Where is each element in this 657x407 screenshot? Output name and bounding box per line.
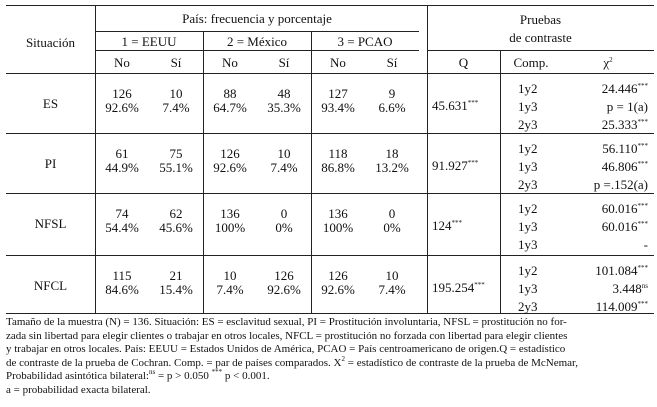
percent-cell: 93.4% (321, 100, 355, 115)
chi-significance: *** (637, 118, 648, 126)
chi-number: 114.009 (595, 299, 638, 314)
chi-number: p = 1(a) (606, 99, 648, 114)
chi-number: 46.806 (601, 159, 638, 174)
percent-cell: 54.4% (105, 220, 139, 235)
header-no-1: No (114, 55, 130, 70)
subheader-rule-country-names (95, 50, 419, 51)
comparison-pair: 1y2 (518, 201, 538, 216)
count-cell: 0 (280, 206, 288, 221)
count-cell: 118 (328, 146, 348, 161)
count-cell: 18 (385, 146, 399, 161)
percent-cell: 92.6% (213, 160, 247, 175)
situation-label: ES (42, 96, 59, 111)
percent-cell: 6.6% (378, 100, 406, 115)
q-significance: *** (474, 281, 485, 289)
header-si-1: Sí (170, 55, 182, 70)
chi-value (562, 219, 648, 234)
q-value (432, 218, 462, 233)
q-number: 91.927 (432, 158, 468, 173)
percent-cell: 100% (214, 220, 246, 235)
comparison-pair: 1y2 (518, 81, 538, 96)
chi-number: 3.448 (612, 281, 642, 296)
note-line-2: zada sin libertad para elegir clientes o trabajar en otros locales, NFCL = prostitución no forzada con libertad para elegir clientes (6, 329, 568, 342)
percent-cell: 0% (275, 220, 293, 235)
chi-significance: *** (637, 82, 648, 90)
subheader-rule-tests (427, 50, 654, 51)
q-number: 124 (432, 218, 452, 233)
chi-number: 25.333 (601, 117, 638, 132)
row-rule-3 (6, 255, 654, 256)
note-line-5: Probabilidad asintótica bilateral:$^{ns}$ = p > 0.050 *** p < 0.001. (6, 368, 270, 382)
percent-cell: 64.7% (213, 100, 247, 115)
comparison-pair: 1y3 (518, 281, 538, 296)
header-country-group: País: frecuencia y porcentaje (182, 11, 332, 26)
q-value (432, 98, 478, 113)
percent-cell: 0% (383, 220, 401, 235)
count-cell: 126 (274, 268, 294, 283)
chi-value (562, 159, 648, 174)
bottom-rule (6, 313, 654, 314)
header-country-mexico: 2 = México (226, 34, 288, 49)
table-footnote (6, 316, 654, 397)
header-si-2: Sí (278, 55, 290, 70)
chi-significance: ns (641, 282, 648, 290)
q-significance: *** (467, 159, 479, 167)
chi-superscript: 2 (609, 56, 613, 64)
chi-number: - (643, 237, 648, 252)
comparison-pair: 1y3 (518, 99, 538, 114)
comparison-pair: 2y3 (518, 117, 538, 132)
q-value (432, 280, 485, 295)
header-tests-line2: de contraste (509, 30, 572, 45)
row-rule-2 (6, 193, 654, 194)
percent-cell: 13.2% (375, 160, 409, 175)
chi-number: 56.110 (602, 141, 638, 156)
vrule-q (500, 50, 501, 313)
percent-cell: 100% (322, 220, 354, 235)
percent-cell: 92.6% (105, 100, 139, 115)
q-significance: *** (467, 99, 479, 107)
percent-cell: 55.1% (159, 160, 193, 175)
note-line-4: de contraste de la prueba de Cochran. Comp. = par de países comparados. $X^2$ = estadístico de contraste de la prueba de McNemar, (6, 354, 578, 369)
count-cell: 126 (220, 146, 240, 161)
count-cell: 62 (169, 206, 183, 221)
count-cell: 10 (277, 146, 291, 161)
chi-symbol: χ (603, 55, 610, 70)
chi-significance: *** (637, 202, 648, 210)
comparison-pair: 2y3 (518, 177, 538, 192)
count-cell: 10 (385, 268, 399, 283)
count-cell: 9 (388, 86, 396, 101)
q-significance: *** (451, 219, 462, 227)
chi-number: 60.016 (601, 201, 638, 216)
q-value (432, 158, 478, 173)
header-situacion: Situación (25, 35, 76, 50)
header-q: Q (458, 55, 469, 70)
percent-cell: 45.6% (159, 220, 193, 235)
header-si-3: Sí (386, 55, 398, 70)
note-line-6: a = probabilidad exacta bilateral. (6, 383, 151, 396)
note-line-3: y trabajar en otros locales. País: EEUU = Estados Unidos de América, PCAO = País centroamericano de origen.Q = estadístico (6, 343, 566, 355)
count-cell: 136 (220, 206, 240, 221)
percent-cell: 7.4% (216, 282, 244, 297)
percent-cell: 84.6% (105, 282, 139, 297)
header-no-3: No (330, 55, 346, 70)
note-line-1: Tamaño de la muestra (N) = 136. Situación: ES = esclavitud sexual, PI = Prostitución involuntaria, NFSL = prostitución no for- (6, 316, 567, 328)
situation-label: NFSL (34, 216, 67, 231)
count-cell: 10 (223, 268, 237, 283)
row-rule-1 (6, 133, 654, 134)
comparison-pair: 1y2 (518, 263, 538, 278)
count-cell: 10 (169, 86, 183, 101)
count-cell: 75 (169, 146, 183, 161)
count-cell: 21 (169, 268, 183, 283)
percent-cell: 7.4% (270, 160, 298, 175)
header-country-eeuu: 1 = EEUU (121, 34, 177, 49)
count-cell: 115 (112, 268, 132, 283)
vrule-tests (427, 5, 428, 313)
comparison-pair: 2y3 (518, 299, 538, 314)
count-cell: 88 (223, 86, 237, 101)
count-cell: 127 (328, 86, 348, 101)
chi-significance: *** (637, 142, 648, 150)
chi-significance: *** (637, 220, 648, 228)
header-comp: Comp. (513, 55, 549, 70)
count-cell: 136 (328, 206, 348, 221)
situation-label: NFCL (33, 278, 68, 293)
header-tests-line1: Pruebas (519, 12, 562, 27)
chi-value (562, 263, 648, 278)
chi-significance: *** (637, 300, 648, 308)
chi-number: 24.446 (601, 81, 638, 96)
count-cell: 48 (277, 86, 291, 101)
count-cell: 126 (112, 86, 132, 101)
chi-value (562, 299, 648, 314)
comparison-pair: 1y3 (518, 219, 538, 234)
chi-value (562, 141, 648, 156)
q-number: 45.631 (432, 98, 468, 113)
count-cell: 74 (115, 206, 129, 221)
situation-label: PI (44, 156, 57, 171)
header-no-2: No (222, 55, 238, 70)
chi-value (562, 81, 648, 96)
percent-cell: 92.6% (267, 282, 301, 297)
comparison-pair: 1y3 (518, 159, 538, 174)
subheader-rule-countries (95, 31, 419, 32)
header-chi-square (562, 55, 654, 70)
chi-number: 101.084 (595, 263, 638, 278)
chi-value (562, 99, 648, 114)
chi-value (562, 237, 648, 252)
chi-value (562, 117, 648, 132)
top-rule (6, 5, 654, 6)
percent-cell: 15.4% (159, 282, 193, 297)
chi-significance: *** (637, 160, 648, 168)
percent-cell: 44.9% (105, 160, 139, 175)
header-bottom-rule (6, 73, 654, 74)
percent-cell: 35.3% (267, 100, 301, 115)
count-cell: 61 (115, 146, 129, 161)
chi-value (562, 201, 648, 216)
percent-cell: 7.4% (378, 282, 406, 297)
q-number: 195.254 (432, 280, 475, 295)
chi-value (562, 281, 648, 296)
count-cell: 0 (388, 206, 396, 221)
chi-significance: *** (637, 264, 648, 272)
chi-number: p =.152(a) (593, 177, 648, 192)
comparison-pair: 1y3 (518, 237, 538, 252)
comparison-pair: 1y2 (518, 141, 538, 156)
chi-number: 60.016 (601, 219, 638, 234)
header-country-pcao: 3 = PCAO (337, 34, 393, 49)
percent-cell: 7.4% (162, 100, 190, 115)
percent-cell: 92.6% (321, 282, 355, 297)
percent-cell: 86.8% (321, 160, 355, 175)
count-cell: 126 (328, 268, 348, 283)
chi-value (562, 177, 648, 192)
